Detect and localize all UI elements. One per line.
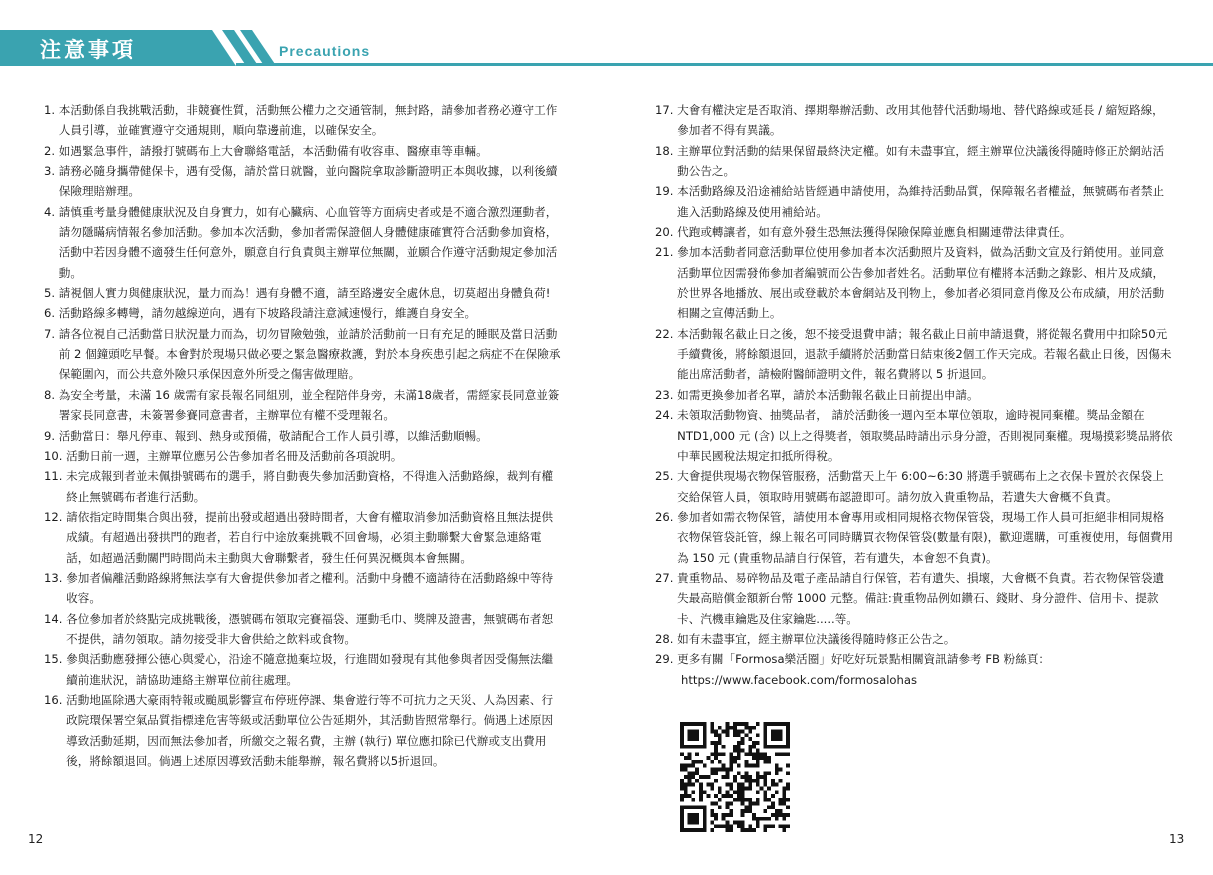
item-text: 各位參加者於終點完成挑戰後，憑號碼布領取完賽福袋、運動毛巾、獎牌及證書，無號碼布者恕不提供，請勿領取。請勿接受非大會供給之飲料或食物。 [66,611,554,646]
item-text: 為安全考量，未滿 16 歲需有家長報名同組別，並全程陪伴身旁，未滿18歲者，需經家長同意並簽署家長同意書，未簽署參賽同意書者，主辦單位有權不受理報名。 [58,387,560,423]
item-number: 12. [44,509,63,524]
item-text: 主辦單位對活動的結果保留最終決定權。如有未盡事宜，經主辦單位決議後得隨時修正於網站活動公告之。 [677,143,1165,179]
item-text: 活動地區除遇大豪雨特報或颱風影響宣布停班停課、集會遊行等不可抗力之天災、人為因素、行政院環保署空氣品質指標達危害等級或活動單位公告延期外，其活動皆照常舉行。倘遇上述原因導致活動延期，因而無法參加者，所繳交之報名費，主辦 (執行) 單位應扣除已代辦或支出費用後，將餘額退回。倘遇上述原因導致活動未能舉辦，報名費將以5折退回。 [66,692,554,768]
item-text: 請視個人實力與健康狀況，量力而為！遇有身體不適，請至路邊安全處休息，切莫超出身體負荷! [58,286,551,301]
list-item [44,283,564,303]
item-number: 19. [655,184,674,199]
item-text: 本活動路線及沿途補給站皆經過申請使用，為維持活動品質，保障報名者權益，無號碼布者禁止進入活動路線及使用補給站。 [677,184,1165,219]
item-text: 活動路線多轉彎，請勿越線逆向，遇有下坡路段請注意減速慢行，維護自身安全。 [58,306,477,321]
list-item [655,181,1175,222]
item-text: 代跑或轉讓者，如有意外發生恐無法獲得保險保障並應負相關連帶法律責任。 [677,225,1072,240]
list-item [655,568,1175,629]
list-item [655,222,1175,242]
item-number: 11. [44,469,63,484]
item-text: 請務必隨身攜帶健保卡，遇有受傷，請於當日就醫，並向醫院拿取診斷證明正本與收據，以利後續保險理賠辦理。 [58,164,558,199]
list-item [44,426,564,446]
list-item [44,609,564,650]
item-text: 如遇緊急事件，請撥打號碼布上大會聯絡電話，本活動備有收容車、醫療車等車輛。 [58,143,488,158]
item-number: 5. [44,286,56,301]
qr-code [680,722,790,832]
item-text: 活動日前一週，主辦單位應另公告參加者名冊及活動前各項說明。 [66,448,403,463]
item-number: 22. [655,326,674,341]
item-text: 大會有權決定是否取消、擇期舉辦活動、改用其他替代活動場地、替代路線或延長 / 縮短路線，參加者不得有異議。 [677,103,1164,138]
item-text: 貴重物品、易碎物品及電子產品請自行保管，若有遺失、損壞，大會概不負責。若衣物保管袋遺失最高賠償金額新台幣 1000 元整。備註:貴重物品例如鑽石、錢財、身分證件、信用卡、提款卡、汽機車鑰匙及住家鑰匙.....等。 [677,570,1165,626]
list-item [655,385,1175,405]
item-number: 21. [655,245,674,260]
item-number: 4. [44,204,56,219]
facebook-url[interactable]: https://www.facebook.com/formosalohas [681,672,918,687]
left-column-list [44,100,564,771]
item-number: 23. [655,387,674,402]
item-text: 請慎重考量身體健康狀況及自身實力，如有心臟病、心血管等方面病史者或是不適合激烈運動者，請勿隱瞞病情報名參加活動。參加本次活動，參加者需保證個人身體健康確實符合活動參加資格，活動中若因身體不適發生任何意外，願意自行負責與主辦單位無關，並願合作遵守活動規定參加活動。 [58,204,558,280]
header-rule [236,63,1213,66]
item-number: 27. [655,570,674,585]
item-number: 28. [655,631,674,646]
item-number: 8. [44,387,56,402]
item-text: 請各位視自己活動當日狀況量力而為，切勿冒險勉強，並請於活動前一日有充足的睡眠及當日活動前 2 個鐘頭吃早餐。本會對於現場只做必要之緊急醫療救護，對於本身疾患引起之病症不在保險承保範圍內，而公共意外險只承保因意外所受之傷害做理賠。 [58,326,561,382]
list-item [655,466,1175,507]
list-item [44,141,564,161]
right-column-list [655,100,1175,690]
item-number: 15. [44,652,63,667]
list-item [44,649,564,690]
list-item [44,161,564,202]
item-number: 6. [44,306,56,321]
item-number: 3. [44,164,56,179]
page-header [0,30,1213,66]
list-item [655,242,1175,323]
item-text: 參與活動應發揮公德心與愛心，沿途不隨意拋棄垃圾，行進間如發現有其他參與者因受傷無法繼續前進狀況，請協助連絡主辦單位前往處理。 [66,652,554,687]
item-number: 26. [655,509,674,524]
list-item [655,100,1175,141]
item-number: 7. [44,326,56,341]
item-number: 1. [44,103,56,117]
item-text: 大會提供現場衣物保管服務，活動當天上午 6:00~6:30 將選手號碼布上之衣保卡置於衣保袋上交給保管人員，領取時用號碼布認證即可。請勿放入貴重物品，若遺失大會概不負責。 [677,469,1164,504]
list-item [44,568,564,609]
item-text: 本活動報名截止日之後，恕不接受退費申請；報名截止日前申請退費，將從報名費用中扣除50元手續費後，將餘額退回，退款手續將於活動當日結束後2個工作天完成。若報名截止日後，因傷未能出席活動者，請檢附醫師證明文件，報名費將以 5 折退回。 [677,326,1172,382]
list-item [655,649,1175,669]
item-number: 10. [44,448,63,463]
item-text: 請依指定時間集合與出發，提前出發或超過出發時間者，大會有權取消參加活動資格且無法提供成績。有超過出發拱門的跑者，若自行中途放棄挑戰不回會場，必須主動聯繫大會緊急連絡電話，如超過活動關門時間尚未主動與大會聯繫者，發生任何異況概與本會無關。 [66,509,554,565]
item-text: 未完成報到者並未佩掛號碼布的選手，將自動喪失參加活動資格，不得進入活動路線，裁判有權終止無號碼布者進行活動。 [66,469,554,504]
item-number: 24. [655,408,674,423]
list-item [44,507,564,568]
list-item [44,690,564,771]
item-number: 14. [44,611,63,626]
item-text: 如需更換參加者名單，請於本活動報名截止日前提出申請。 [677,387,979,402]
list-item [655,629,1175,649]
item-text: 參加本活動者同意活動單位使用參加者本次活動照片及資料，做為活動文宣及行銷使用。並同意活動單位因需發佈參加者編號而公告參加者姓名。活動單位有權將本活動之錄影、相片及成績，於世界各地播放、展出或登載於本會網站及刊物上，參加者必須同意肖像及公布成績，用於活動相關之宣傳活動上。 [677,245,1165,321]
list-item [655,324,1175,385]
list-item [44,324,564,385]
section-subtitle: Precautions [279,43,371,59]
item-text: 本活動係自我挑戰活動，非競賽性質，活動無公權力之交通管制，無封路，請參加者務必遵守工作人員引導，並確實遵守交通規則，順向靠邊前進，以確保安全。 [58,103,558,138]
list-item [655,507,1175,568]
list-item [44,446,564,466]
list-item [44,466,564,507]
page-number-left: 12 [28,832,44,846]
list-item [44,202,564,283]
item-number: 16. [44,692,63,707]
page-number-right: 13 [1169,832,1185,846]
list-item [655,405,1175,466]
item-number: 25. [655,469,674,484]
item-text: 參加者偏離活動路線將無法享有大會提供參加者之權利。活動中身體不適請待在活動路線中等待收容。 [66,570,554,606]
item-number: 29. [655,652,674,667]
item-number: 17. [655,103,674,117]
section-title: 注意事項 [40,38,136,62]
list-item [44,303,564,323]
list-item [655,141,1175,182]
item-number: 18. [655,143,674,158]
item-text: 活動當日：舉凡停車、報到、熱身或預備，敬請配合工作人員引導，以維活動順暢。 [58,428,488,443]
item-number: 13. [44,570,63,585]
list-item [44,100,564,141]
item-text: 未領取活動物資、抽獎品者， 請於活動後一週內至本單位領取，逾時視同棄權。獎品金額在 NTD1,000 元 (含) 以上之得獎者，領取獎品時請出示身分證，否則視同棄權。現場摸彩獎品將依中華民國稅法規定扣抵所得稅。 [677,408,1173,463]
list-item [44,385,564,426]
item-number: 2. [44,143,56,158]
item-text: 如有未盡事宜，經主辦單位決議後得隨時修正公告之。 [677,631,956,646]
item-number: 20. [655,225,674,240]
item-number: 9. [44,428,56,443]
item-text: 更多有關「Formosa樂活圈」好吃好玩景點相關資訊請參考 FB 粉絲頁： [677,652,1051,667]
item-text: 參加者如需衣物保管，請使用本會專用或相同規格衣物保管袋，現場工作人員可拒絕非相同規格衣物保管袋託管，線上報名可同時購買衣物保管袋(數量有限)，歡迎選購，可重複使用，每個費用為 150 元 (貴重物品請自行保管，若有遺失，本會恕不負責)。 [677,509,1174,565]
